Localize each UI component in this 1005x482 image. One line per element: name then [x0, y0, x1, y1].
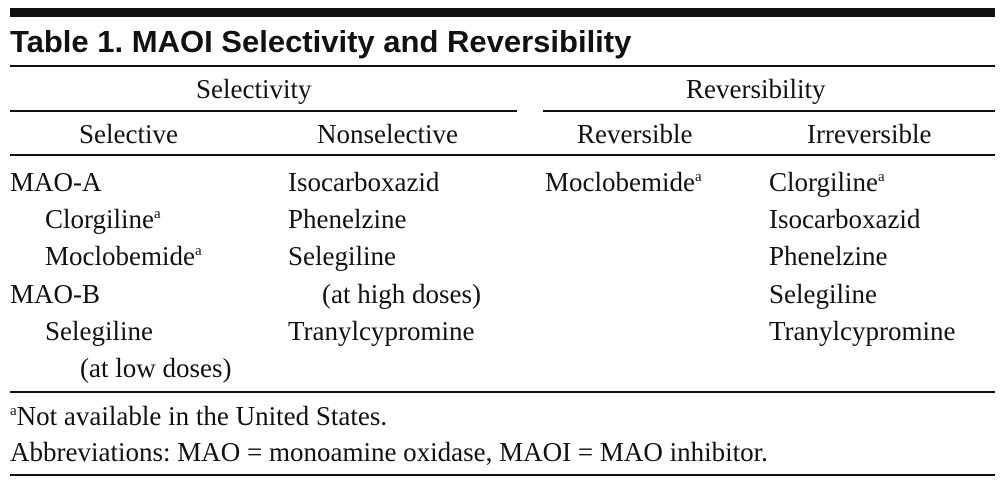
table-title: Table 1. MAOI Selectivity and Reversibility [10, 24, 632, 59]
irreversible-column-header: Irreversible [807, 119, 932, 149]
footnote-abbreviations: Abbreviations: MAO = monoamine oxidase, MAOI = MAO inhibitor. [10, 437, 768, 467]
reversibility-group-header: Reversibility [686, 74, 826, 104]
bottom-rule [10, 474, 995, 476]
body-rule [10, 391, 995, 393]
table-cell: Moclobemide$^a$ [45, 241, 202, 271]
table-cell: Selegiline [288, 241, 396, 271]
table-cell: Clorgiline$^a$ [45, 204, 161, 234]
table-cell: Tranylcypromine [769, 316, 956, 346]
reversible-column-header: Reversible [577, 119, 693, 149]
table-cell: MAO-A [10, 167, 102, 197]
selectivity-group-rule [10, 110, 517, 112]
table-cell: Moclobemide$^a$ [545, 167, 702, 197]
table-cell: Phenelzine [769, 241, 888, 271]
nonselective-column-header: Nonselective [317, 119, 458, 149]
selectivity-group-header: Selectivity [196, 74, 312, 104]
table-cell: Selegiline [769, 279, 877, 309]
selective-column-header: Selective [79, 119, 178, 149]
table-cell: Tranylcypromine [288, 316, 475, 346]
footnote-availability: $^a$Not available in the United States. [10, 401, 388, 431]
table-cell: Selegiline [45, 316, 153, 346]
header-rule [10, 154, 995, 156]
table-cell: (at high doses) [322, 279, 481, 309]
table-cell: (at low doses) [80, 353, 232, 383]
table-cell: MAO-B [10, 279, 101, 309]
top-rule [10, 8, 995, 17]
table-cell: Isocarboxazid [288, 167, 440, 197]
table-cell: Isocarboxazid [769, 204, 921, 234]
reversibility-group-rule [543, 110, 995, 112]
table-cell: Clorgiline$^a$ [769, 167, 885, 197]
title-rule [10, 65, 995, 67]
table-cell: Phenelzine [288, 204, 407, 234]
